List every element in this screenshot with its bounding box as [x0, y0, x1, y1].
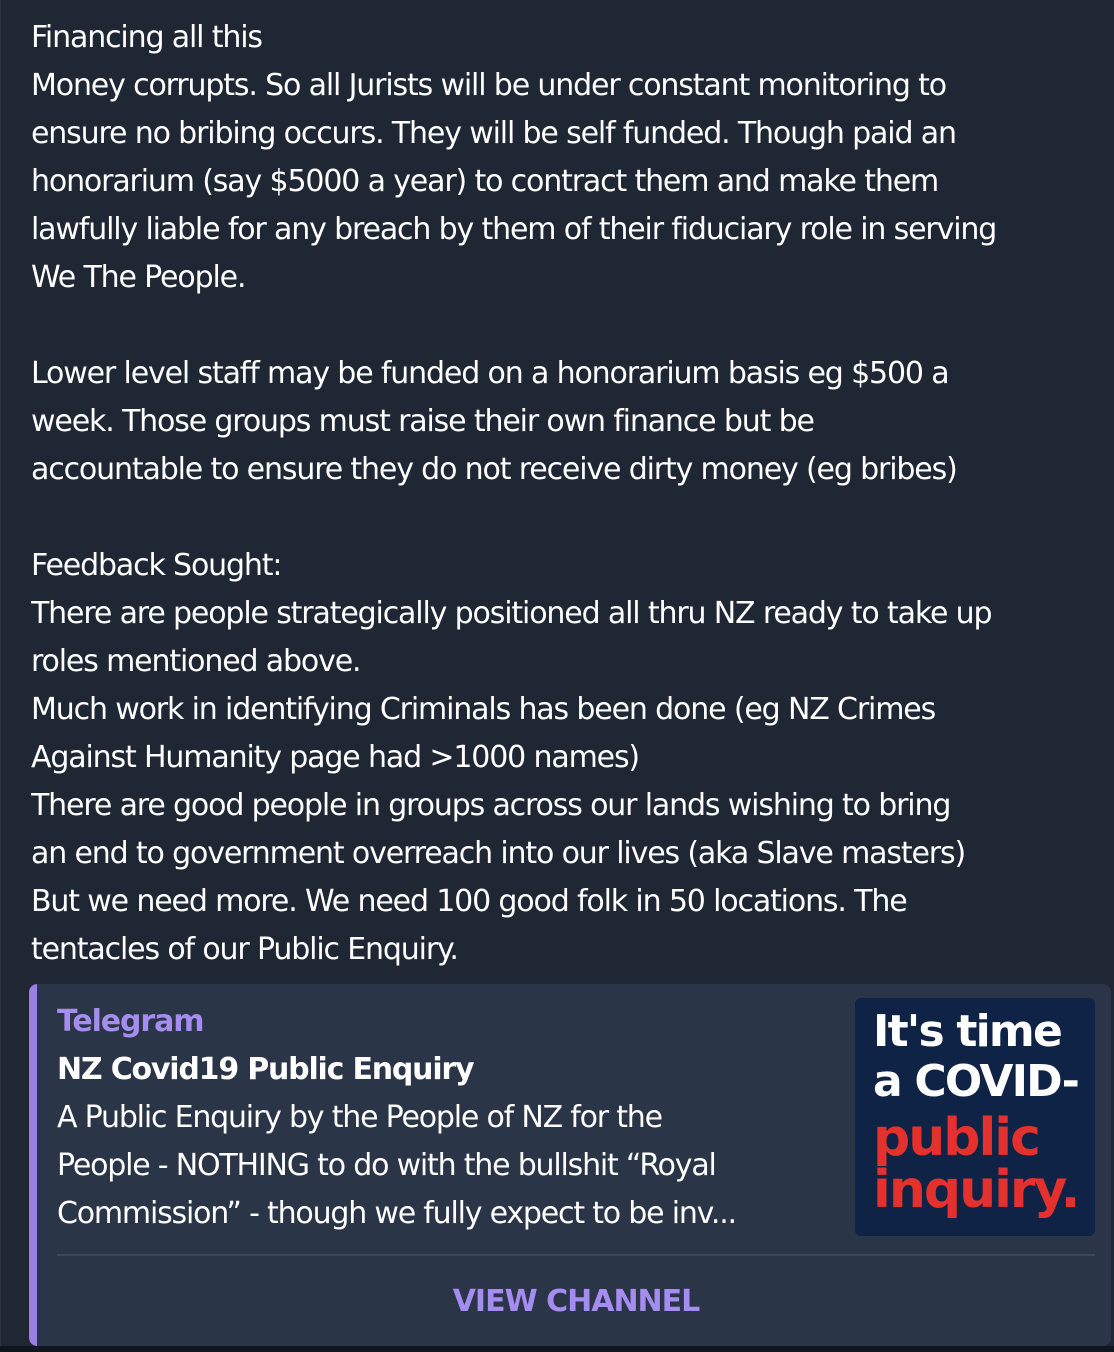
message-line: tentacles of our Public Enquiry. [31, 932, 458, 967]
message-line [31, 494, 1114, 542]
preview-divider [57, 1254, 1095, 1256]
preview-description-line: People - NOTHING to do with the bullshit “Royal [57, 1148, 716, 1183]
message-text [31, 14, 1114, 974]
view-channel-button[interactable]: VIEW CHANNEL [57, 1264, 1095, 1340]
preview-accent-bar [29, 984, 37, 1346]
message-line: Money corrupts. So all Jurists will be under constant monitoring to [31, 68, 946, 103]
message-line [31, 302, 1114, 350]
message-line: Against Humanity page had >1000 names) [31, 740, 639, 775]
message-line: There are people strategically positioned all thru NZ ready to take up [31, 596, 992, 631]
link-preview-card[interactable] [29, 984, 1111, 1346]
thumbnail-text-line: public [873, 1108, 1039, 1168]
message-line: Feedback Sought: [31, 548, 282, 583]
message-line: accountable to ensure they do not receive dirty money (eg bribes) [31, 452, 957, 487]
message-line: week. Those groups must raise their own finance but be [31, 404, 814, 439]
preview-description-line: Commission” - though we fully expect to be inv... [57, 1196, 736, 1231]
thumbnail-text-line: It's time [873, 1006, 1061, 1057]
preview-description [57, 1094, 847, 1238]
thumbnail-text-line: a COVID- [873, 1056, 1079, 1107]
preview-title[interactable]: NZ Covid19 Public Enquiry [57, 1052, 474, 1087]
preview-site-name: Telegram [57, 1004, 204, 1039]
message-line: honorarium (say $5000 a year) to contract them and make them [31, 164, 939, 199]
message-line: Much work in identifying Criminals has been done (eg NZ Crimes [31, 692, 936, 727]
message-line: But we need more. We need 100 good folk in 50 locations. The [31, 884, 907, 919]
message-line: We The People. [31, 260, 246, 295]
message-line: Financing all this [31, 20, 262, 55]
message-line: lawfully liable for any breach by them of their fiduciary role in serving [31, 212, 997, 247]
message-line: roles mentioned above. [31, 644, 361, 679]
thumbnail-text-line: inquiry. [873, 1160, 1079, 1220]
message-line: an end to government overreach into our lives (aka Slave masters) [31, 836, 966, 871]
preview-description-line: A Public Enquiry by the People of NZ for the [57, 1100, 662, 1135]
message-line: Lower level staff may be funded on a honorarium basis eg $500 a [31, 356, 949, 391]
preview-thumbnail[interactable] [855, 998, 1095, 1236]
message-line: There are good people in groups across our lands wishing to bring [31, 788, 951, 823]
message-line: ensure no bribing occurs. They will be self funded. Though paid an [31, 116, 956, 151]
